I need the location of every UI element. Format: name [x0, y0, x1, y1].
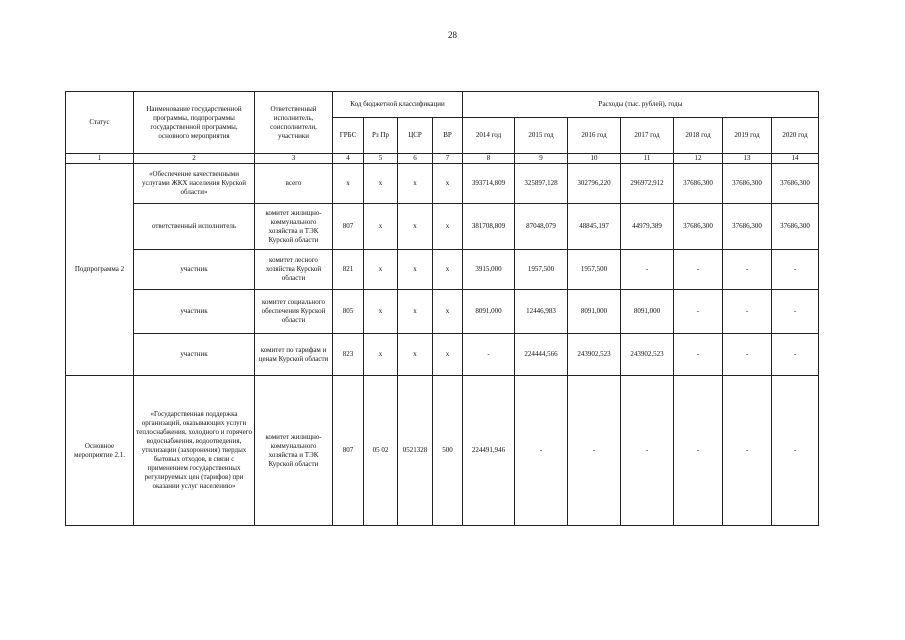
vr-cell: х	[433, 204, 463, 250]
header-budget-code: Код бюджетной классификации	[333, 92, 463, 118]
column-number: 1	[66, 154, 134, 164]
column-number: 14	[772, 154, 819, 164]
responsible-cell: комитет жилищно-коммунального хозяйства и ТЭК Курской области	[255, 204, 333, 250]
name-cell: участник	[134, 290, 255, 334]
name-cell: участник	[134, 250, 255, 290]
value-cell: -	[621, 250, 674, 290]
value-cell: 243902,523	[568, 334, 621, 376]
value-cell: -	[674, 250, 723, 290]
csr-cell: х	[398, 204, 433, 250]
responsible-cell: комитет лесного хозяйства Курской области	[255, 250, 333, 290]
value-cell: 37686,300	[674, 204, 723, 250]
value-cell: 243902,523	[621, 334, 674, 376]
value-cell: 37686,300	[723, 164, 772, 204]
column-number: 2	[134, 154, 255, 164]
rzpr-cell: х	[364, 164, 398, 204]
value-cell: -	[772, 250, 819, 290]
csr-cell: 0521328	[398, 376, 433, 526]
vr-cell: х	[433, 250, 463, 290]
vr-cell: х	[433, 290, 463, 334]
grbs-cell: 805	[333, 290, 364, 334]
value-cell: 48845,197	[568, 204, 621, 250]
column-number: 11	[621, 154, 674, 164]
column-number: 9	[515, 154, 568, 164]
column-number: 12	[674, 154, 723, 164]
header-year: 2015 год	[515, 118, 568, 154]
column-number: 5	[364, 154, 398, 164]
value-cell: 224491,946	[463, 376, 515, 526]
vr-cell: х	[433, 164, 463, 204]
column-number: 10	[568, 154, 621, 164]
value-cell: -	[621, 376, 674, 526]
header-status: Статус	[66, 92, 134, 154]
name-cell: «Государственная поддержка организаций, оказывающих услуги теплоснабжения, холодного и горячего водоснабжения, водоотведения, утилизации (захоронения) твердых бытовых отходов, в связи с применением государственных регулируемых цен (тарифов) при оказании услуг населению»	[134, 376, 255, 526]
vr-cell: х	[433, 334, 463, 376]
value-cell: 8091,000	[463, 290, 515, 334]
header-rzpr: Рз Пр	[364, 118, 398, 154]
column-number-row	[66, 154, 819, 164]
csr-cell: х	[398, 164, 433, 204]
column-number: 8	[463, 154, 515, 164]
value-cell: 381708,809	[463, 204, 515, 250]
value-cell: 12446,983	[515, 290, 568, 334]
header-responsible: Ответственный исполнитель, соисполнители, участники	[255, 92, 333, 154]
rzpr-cell: 05 02	[364, 376, 398, 526]
value-cell: -	[463, 334, 515, 376]
responsible-cell: комитет по тарифам и ценам Курской области	[255, 334, 333, 376]
value-cell: 37686,300	[674, 164, 723, 204]
value-cell: 44979,389	[621, 204, 674, 250]
header-csr: ЦСР	[398, 118, 433, 154]
csr-cell: х	[398, 250, 433, 290]
value-cell: -	[723, 250, 772, 290]
value-cell: -	[723, 290, 772, 334]
grbs-cell: х	[333, 164, 364, 204]
value-cell: -	[772, 334, 819, 376]
value-cell: 37686,300	[723, 204, 772, 250]
column-number: 4	[333, 154, 364, 164]
value-cell: 1957,500	[568, 250, 621, 290]
column-number: 7	[433, 154, 463, 164]
header-expenses: Расходы (тыс. рублей), годы	[463, 92, 819, 118]
value-cell: 37686,300	[772, 164, 819, 204]
grbs-cell: 807	[333, 376, 364, 526]
column-number: 6	[398, 154, 433, 164]
header-year: 2014 год	[463, 118, 515, 154]
value-cell: -	[674, 376, 723, 526]
csr-cell: х	[398, 334, 433, 376]
table-row	[66, 250, 819, 290]
table-row	[66, 204, 819, 250]
value-cell: 224444,566	[515, 334, 568, 376]
header-year: 2019 год	[723, 118, 772, 154]
value-cell: -	[772, 376, 819, 526]
value-cell: 302796,220	[568, 164, 621, 204]
value-cell: -	[674, 334, 723, 376]
status-cell: Основное мероприятие 2.1.	[66, 376, 134, 526]
responsible-cell: комитет социального обеспечения Курской области	[255, 290, 333, 334]
header-name: Наименование государственной программы, подпрограммы государственной программы, основного мероприятия	[134, 92, 255, 154]
header-year: 2018 год	[674, 118, 723, 154]
name-cell: ответственный исполнитель	[134, 204, 255, 250]
vr-cell: 500	[433, 376, 463, 526]
value-cell: 8091,000	[621, 290, 674, 334]
table-row	[66, 376, 819, 526]
value-cell: -	[515, 376, 568, 526]
header-year: 2017 год	[621, 118, 674, 154]
status-cell: Подпрограмма 2	[66, 164, 134, 376]
value-cell: 1957,500	[515, 250, 568, 290]
value-cell: -	[723, 376, 772, 526]
value-cell: 393714,809	[463, 164, 515, 204]
table-row	[66, 164, 819, 204]
name-cell: участник	[134, 334, 255, 376]
value-cell: -	[723, 334, 772, 376]
table-row	[66, 290, 819, 334]
value-cell: -	[674, 290, 723, 334]
column-number: 3	[255, 154, 333, 164]
grbs-cell: 821	[333, 250, 364, 290]
header-grbs: ГРБС	[333, 118, 364, 154]
value-cell: 8091,000	[568, 290, 621, 334]
value-cell: -	[772, 290, 819, 334]
value-cell: 37686,300	[772, 204, 819, 250]
grbs-cell: 807	[333, 204, 364, 250]
table-row	[66, 334, 819, 376]
value-cell: -	[568, 376, 621, 526]
rzpr-cell: х	[364, 250, 398, 290]
responsible-cell: комитет жилищно-коммунального хозяйства и ТЭК Курской области	[255, 376, 333, 526]
header-year: 2020 год	[772, 118, 819, 154]
header-vr: ВР	[433, 118, 463, 154]
value-cell: 3915,000	[463, 250, 515, 290]
value-cell: 325897,128	[515, 164, 568, 204]
responsible-cell: всего	[255, 164, 333, 204]
column-number: 13	[723, 154, 772, 164]
rzpr-cell: х	[364, 204, 398, 250]
value-cell: 296972,912	[621, 164, 674, 204]
rzpr-cell: х	[364, 334, 398, 376]
name-cell: «Обеспечение качественными услугами ЖКХ населения Курской области»	[134, 164, 255, 204]
budget-table	[65, 91, 819, 526]
page-number: 28	[448, 30, 457, 40]
grbs-cell: 823	[333, 334, 364, 376]
value-cell: 87048,079	[515, 204, 568, 250]
header-year: 2016 год	[568, 118, 621, 154]
rzpr-cell: х	[364, 290, 398, 334]
csr-cell: х	[398, 290, 433, 334]
